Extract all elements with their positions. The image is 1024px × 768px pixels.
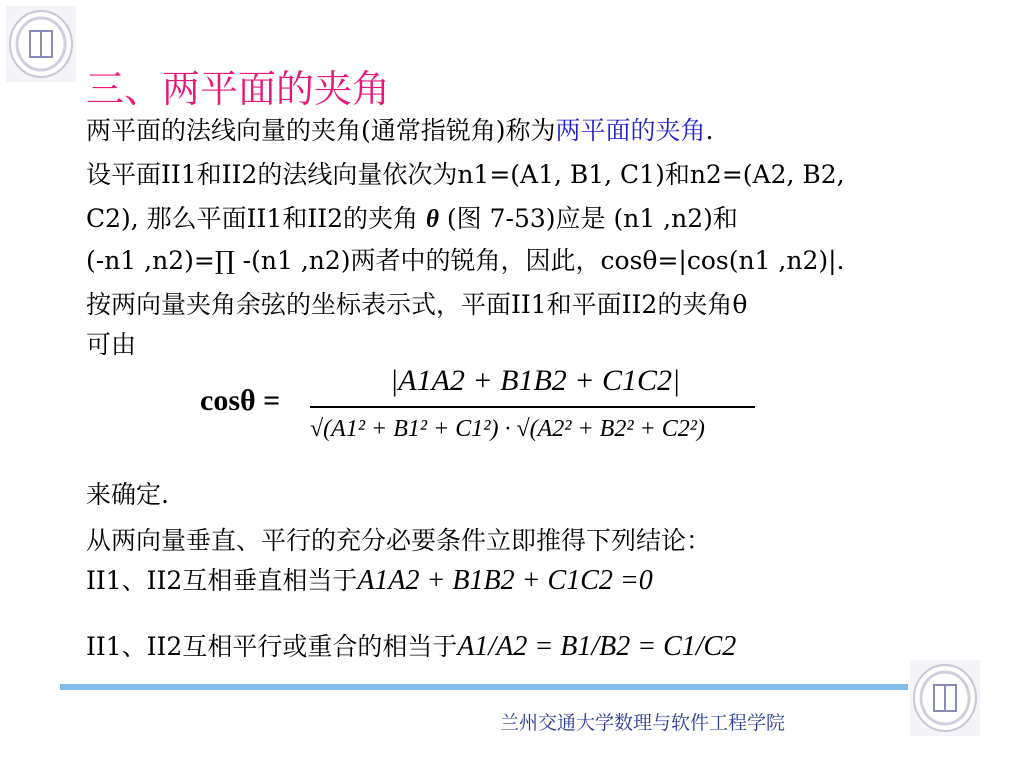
line-can-be: 可由 [86,330,137,359]
perpendicular-equation: A1A2 + B1B2 + C1C2 =0 [357,565,653,596]
formula-denominator: √(A1² + B1² + C1²) · √(A2² + B2² + C2²) [310,416,705,442]
fraction-bar [310,406,755,408]
slide-title: 三、两平面的夹角 [86,67,391,111]
formula-numerator: |A1A2 + B1B2 + C1C2| [390,364,681,397]
university-logo-icon [6,6,76,82]
parallel-text: II1、II2互相平行或重合的相当于 [86,632,458,661]
cosine-formula [200,364,760,464]
line-determine: 来确定. [86,480,169,509]
line-acute-text: (-n1 ,n2)= [86,246,215,275]
line-definition [86,116,713,146]
pi-symbol: ∏ [214,246,235,275]
line-acute-rest: -(n1 ,n2)两者中的锐角，因此，cosθ=|cos(n1 ,n2)|. [234,246,845,275]
footer-divider [60,684,908,690]
line-normal-vectors [86,160,845,190]
definition-term: 两平面的夹角 [555,116,706,145]
line-normal-vectors-text: 设平面II1和II2的法线向量依次为n1=(A1, B1, C1)和n2=(A2, B2, [86,160,845,189]
line-angle-tail: (n1 ,n2)和 [613,204,738,233]
line-coordinate-text: 按两向量夹角余弦的坐标表示式，平面II1和平面II2的夹角θ [86,290,748,319]
perpendicular-text: II1、II2互相垂直相当于 [86,566,358,595]
line-conclusion: 从两向量垂直、平行的充分必要条件立即推得下列结论： [86,526,712,555]
line-perpendicular [86,566,653,596]
theta-symbol: θ [425,206,439,233]
line-coordinate-form [86,290,747,320]
line-acute-angle [86,246,845,276]
formula-lhs: cosθ = [200,384,281,417]
definition-text: 两平面的法线向量的夹角(通常指锐角)称为 [86,116,556,145]
line-angle-text: C2), 那么平面II1和II2的夹角 [86,204,418,233]
university-logo-icon [910,660,980,736]
definition-dot: . [705,116,714,145]
line-angle-between-planes [86,204,738,235]
figure-reference: (图 7-53)应是 [446,204,606,233]
footer-institution: 兰州交通大学数理与软件工程学院 [500,712,786,734]
line-parallel [86,632,736,662]
parallel-equation: A1/A2 = B1/B2 = C1/C2 [457,631,737,662]
